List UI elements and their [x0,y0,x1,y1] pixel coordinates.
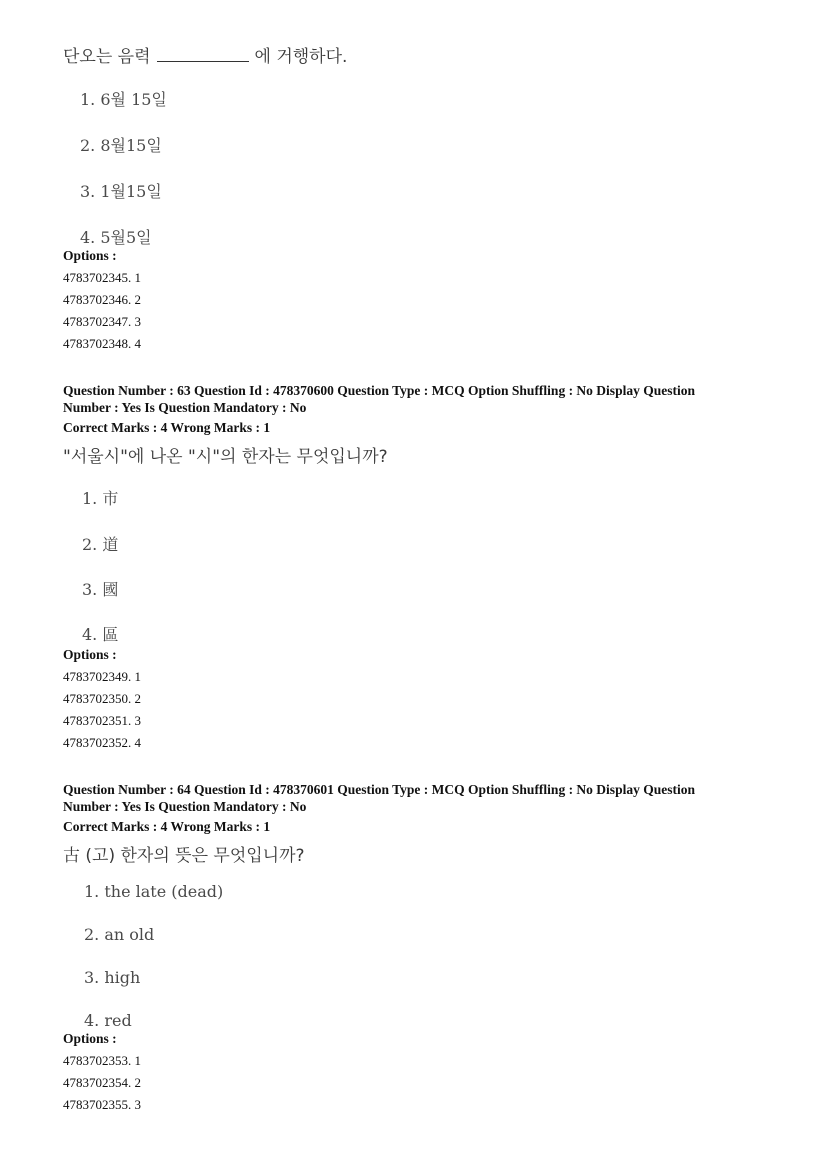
choice-2: 2. an old [84,925,155,944]
choice-2: 2. 道 [82,535,119,554]
choice-1: 1. 6월 15일 [80,90,167,109]
option-id: 4783702355. 3 [63,1097,141,1112]
option-id: 4783702354. 2 [63,1075,141,1090]
option-id: 4783702352. 4 [63,735,141,750]
question-marks: Correct Marks : 4 Wrong Marks : 1 [63,420,271,435]
choice-1: 1. the late (dead) [84,882,224,901]
choice-3: 3. high [84,968,141,987]
option-id: 4783702348. 4 [63,336,141,351]
question-text [63,42,347,67]
option-id: 4783702351. 3 [63,713,141,728]
question-text-before: 단오는 음력 [63,47,151,67]
choice-1: 1. 市 [82,489,119,508]
option-id: 4783702353. 1 [63,1053,141,1068]
option-id: 4783702345. 1 [63,270,141,285]
option-id: 4783702350. 2 [63,691,141,706]
choice-4: 4. red [84,1011,132,1030]
option-id: 4783702347. 3 [63,314,141,329]
question-text-after: 에 거행하다. [254,47,348,67]
choice-3: 3. 1월15일 [80,182,162,201]
choice-2: 2. 8월15일 [80,136,162,155]
choice-4: 4. 區 [82,625,119,644]
options-label: Options : [63,647,117,662]
question-header: Question Number : 64 Question Id : 478370601 Question Type : MCQ Option Shuffling : No Display Question [63,782,695,797]
question-text: 古 (고) 한자의 뜻은 무엇입니까? [63,846,305,866]
question-header-cont: Number : Yes Is Question Mandatory : No [63,400,307,415]
question-header-cont: Number : Yes Is Question Mandatory : No [63,799,307,814]
option-id: 4783702349. 1 [63,669,141,684]
question-text: "서울시"에 나온 "시"의 한자는 무엇입니까? [63,447,388,467]
options-label: Options : [63,248,117,263]
answer-blank [157,47,249,62]
question-marks: Correct Marks : 4 Wrong Marks : 1 [63,819,271,834]
option-id: 4783702346. 2 [63,292,141,307]
question-header: Question Number : 63 Question Id : 478370600 Question Type : MCQ Option Shuffling : No Display Question [63,383,695,398]
choice-4: 4. 5월5일 [80,228,152,247]
choice-3: 3. 國 [82,580,119,599]
options-label: Options : [63,1031,117,1046]
